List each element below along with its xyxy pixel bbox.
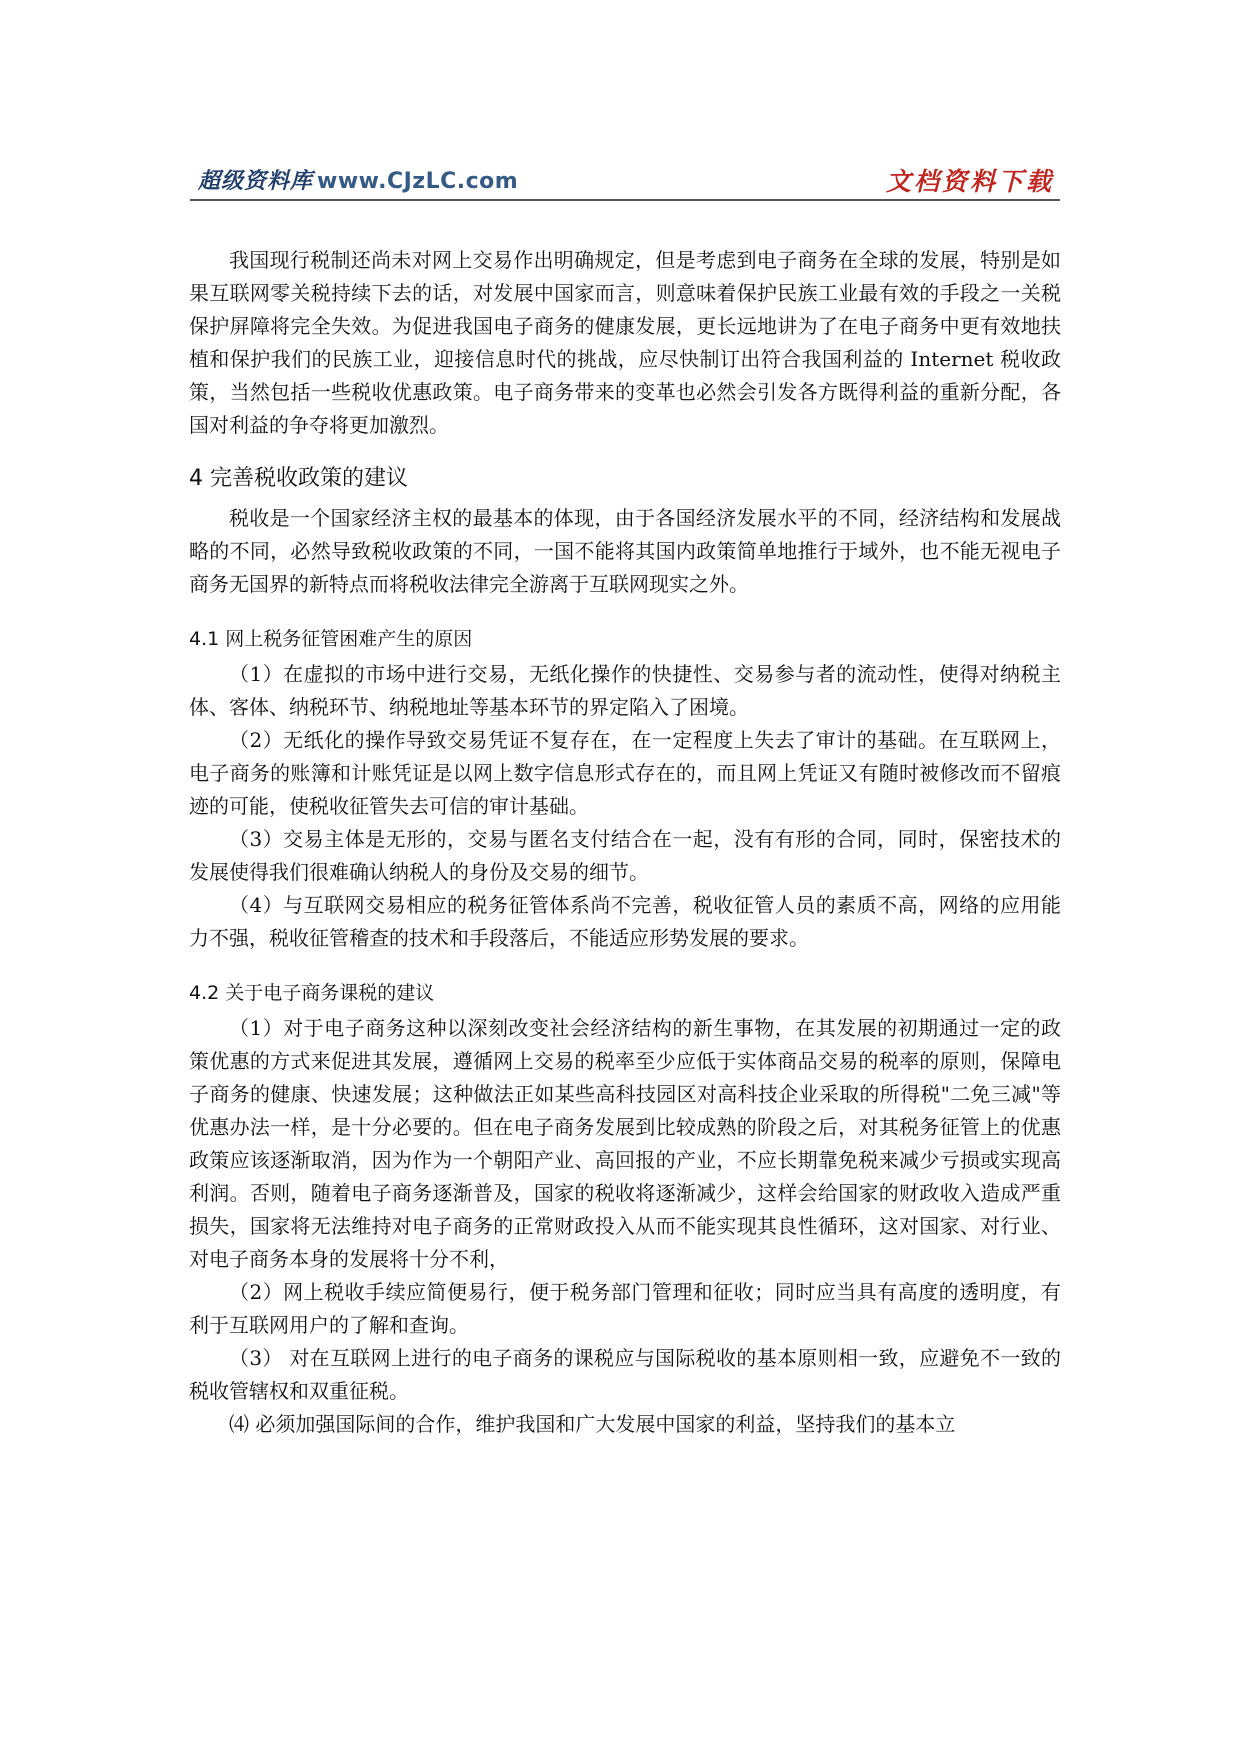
list-item: （3） 对在互联网上进行的电子商务的课税应与国际税收的基本原则相一致，应避免不一致的税收管辖权和双重征税。: [189, 1346, 1061, 1403]
list-item: （1）在虚拟的市场中进行交易，无纸化操作的快捷性、交易参与者的流动性，使得对纳税主体、客体、纳税环节、纳税地址等基本环节的界定陷入了困境。: [189, 662, 1061, 719]
document-body: [189, 244, 1061, 1441]
list-item: ⑷ 必须加强国际间的合作，维护我国和广大发展中国家的利益，坚持我们的基本立: [229, 1412, 956, 1436]
header-brand: 超级资料库: [198, 168, 314, 194]
header-download-label: 文档资料下载: [885, 167, 1054, 196]
section-4-2-heading: 4.2 关于电子商务课税的建议: [189, 982, 435, 1004]
intro-paragraph: 我国现行税制还尚未对网上交易作出明确规定，但是考虑到电子商务在全球的发展，特别是如果互联网零关税持续下去的话，对发展中国家而言，则意味着保护民族工业最有效的手段之一关税保护屏障将完全失效。为促进我国电子商务的健康发展，更长远地讲为了在电子商务中更有效地扶植和保护我们的民族工业，迎接信息时代的挑战，应尽快制订出符合我国利益的 Internet 税收政策，当然包括一些税收优惠政策。电子商务带来的变革也必然会引发各方既得利益的重新分配，各国对利益的争夺将更加激烈。: [189, 248, 1061, 437]
list-item: （2）网上税收手续应简便易行，便于税务部门管理和征收；同时应当具有高度的透明度，有利于互联网用户的了解和查询。: [189, 1280, 1061, 1337]
list-item: （1）对于电子商务这种以深刻改变社会经济结构的新生事物，在其发展的初期通过一定的政策优惠的方式来促进其发展，遵循网上交易的税率至少应低于实体商品交易的税率的原则，保障电子商务的健康、快速发展；这种做法正如某些高科技园区对高科技企业采取的所得税"二免三减"等优惠办法一样，是十分必要的。但在电子商务发展到比较成熟的阶段之后，对其税务征管上的优惠政策应该逐渐取消，因为作为一个朝阳产业、高回报的产业，不应长期靠免税来减少亏损或实现高利润。否则，随着电子商务逐渐普及，国家的税收将逐渐减少，这样会给国家的财政收入造成严重损失，国家将无法维持对电子商务的正常财政投入从而不能实现其良性循环，这对国家、对行业、对电子商务本身的发展将十分不利，: [189, 1016, 1061, 1271]
list-item: （4）与互联网交易相应的税务征管体系尚不完善，税收征管人员的素质不高，网络的应用能力不强，税收征管稽查的技术和手段落后，不能适应形势发展的要求。: [189, 893, 1061, 950]
section-4-heading: 4 完善税收政策的建议: [189, 466, 408, 491]
header-divider: [190, 199, 1060, 201]
list-item: （2）无纸化的操作导致交易凭证不复存在，在一定程度上失去了审计的基础。在互联网上，电子商务的账簿和计账凭证是以网上数字信息形式存在的，而且网上凭证又有随时被修改而不留痕迹的可能，使税收征管失去可信的审计基础。: [189, 728, 1061, 818]
header-url: www.CJzLC.com: [317, 169, 519, 194]
header-logo: [198, 164, 518, 195]
page-header: [190, 148, 1060, 196]
section-4-1-heading: 4.1 网上税务征管困难产生的原因: [189, 628, 473, 650]
section-4-paragraph: 税收是一个国家经济主权的最基本的体现，由于各国经济发展水平的不同，经济结构和发展战略的不同，必然导致税收政策的不同，一国不能将其国内政策简单地推行于域外，也不能无视电子商务无国界的新特点而将税收法律完全游离于互联网现实之外。: [189, 506, 1061, 596]
list-item: （3）交易主体是无形的，交易与匿名支付结合在一起，没有有形的合同，同时，保密技术的发展使得我们很难确认纳税人的身份及交易的细节。: [189, 827, 1061, 884]
